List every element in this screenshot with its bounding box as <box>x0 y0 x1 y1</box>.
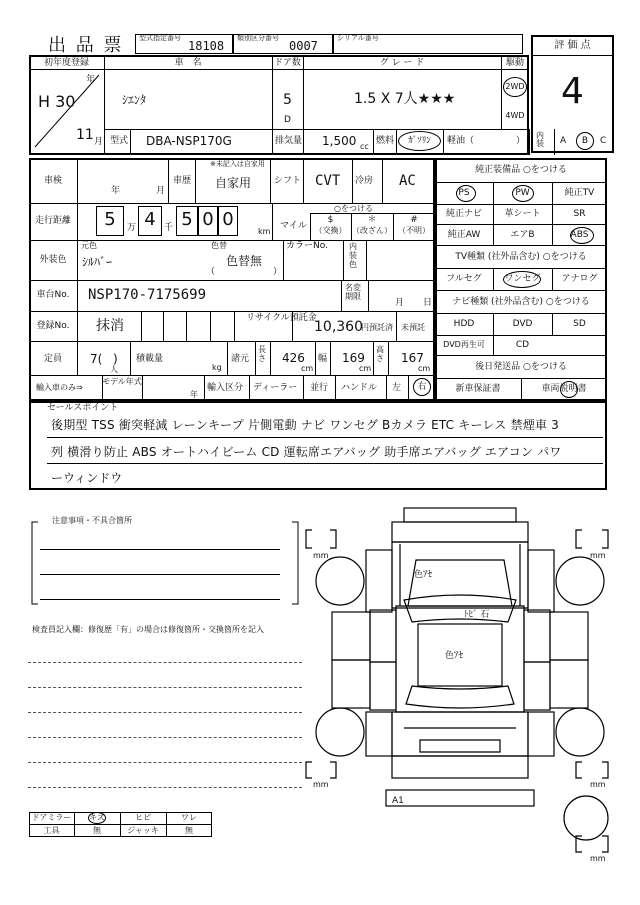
inspector-label: 検査員記入欄：修復歴「有」の場合は修復箇所・交換箇所を記入 <box>32 625 264 634</box>
load-unit: kg <box>212 363 222 372</box>
sales-point-label: セールスポイント <box>47 403 119 413</box>
model-year-label: モデル年式 <box>102 377 142 386</box>
registration-value: 抹消 <box>96 318 124 334</box>
equip-airbag: エアB <box>510 230 535 240</box>
mm-label-5: mm <box>590 854 606 863</box>
caution-bracket <box>30 512 300 612</box>
history-note: ※未記入は自家用 <box>210 160 265 168</box>
category-number-label: 類別区分番号 <box>237 34 279 42</box>
height-unit: cm <box>418 364 431 373</box>
history-value: 自家用 <box>215 176 252 190</box>
displacement-unit: cc <box>360 142 369 151</box>
length-unit: cm <box>301 364 314 373</box>
first-reg-year-unit: 年 <box>86 75 96 85</box>
equip-navi: 純正ナビ <box>445 209 482 219</box>
navi-sd: SD <box>573 319 586 329</box>
model-designation-value: 18108 <box>188 39 225 53</box>
dollar-mark: $ <box>327 215 334 225</box>
inspection-label: 車検 <box>43 176 62 186</box>
mileage-digit-1: 5 <box>104 209 116 230</box>
recycle-label: リサイクル預託金 <box>246 313 317 323</box>
color-label: 外装色 <box>39 255 67 265</box>
registration-label: 登録No. <box>36 321 70 331</box>
mirror-value: キズ <box>89 813 105 822</box>
equip-abs: ABS <box>570 230 589 240</box>
width-unit: cm <box>359 364 372 373</box>
interior-label: 内装 <box>536 131 544 149</box>
mileage-unit-sen: 千 <box>164 223 174 233</box>
mileage-digit-4: 0 <box>202 209 214 230</box>
change-color-value: 色替無 <box>226 254 263 268</box>
title-deadline-label: 名変期限 <box>345 283 361 302</box>
hash-mark: # <box>410 215 418 225</box>
change-paren-open: （ <box>206 267 216 277</box>
navi-cd: CD <box>515 340 530 350</box>
import-dealer: ディーラー <box>253 383 298 393</box>
dollar-note: （交換） <box>314 226 347 235</box>
ship-manual: 車両説明書 <box>541 384 587 394</box>
sales-point-line2: 列 横滑り防止 ABS オートハイビーム CD 運転席エアバッグ 助手席エアバッグ エアコン パワ <box>51 445 562 459</box>
mm-label-2: mm <box>590 551 606 560</box>
displacement-value: 1,500 <box>322 134 357 148</box>
change-color-label: 色替 <box>211 241 227 250</box>
mirror-label: ドアミラー <box>31 813 72 822</box>
navi-type-header: ナビ種類 (社外品含む) ○をつける <box>452 297 590 307</box>
sales-point-line3: ーウィンドウ <box>51 471 123 485</box>
model-label: 型式 <box>110 136 129 146</box>
car-name-value: ｼｴﾝﾀ <box>122 93 147 107</box>
title-deadline-month: 月 <box>395 298 405 308</box>
first-reg-era: H 30 <box>38 92 76 111</box>
interior-b: B <box>581 136 589 146</box>
tv-fullseg: フルセグ <box>446 274 482 284</box>
import-type-label: 輸入区分 <box>207 383 244 393</box>
mile-label: マイル <box>280 221 307 231</box>
capacity-person-unit: 人 <box>110 365 118 374</box>
color-no-label: カラーNo. <box>286 241 328 251</box>
mileage-unit-man: 万 <box>127 223 137 233</box>
height-label: 高さ <box>376 345 384 363</box>
recycle-unpaid: 未預託 <box>401 323 425 332</box>
chassis-label: 車台No. <box>36 290 70 300</box>
crack-label: ヒビ <box>135 813 151 822</box>
orig-color-label: 元色 <box>81 241 97 250</box>
recycle-value: 10,360 <box>314 319 363 335</box>
drive-label: 駆動 <box>505 58 524 68</box>
first-reg-label: 初年度登録 <box>43 58 89 68</box>
drive-4wd: 4WD <box>505 111 525 120</box>
grade-label: グ レ ー ド <box>379 58 425 68</box>
navi-hdd: HDD <box>453 319 475 329</box>
shift-label: シフト <box>274 176 302 186</box>
displacement-label: 排気量 <box>275 136 303 146</box>
mileage-digit-3: 5 <box>181 209 193 230</box>
mm-label-4: mm <box>590 780 606 789</box>
jack-label: ジャッキ <box>127 826 159 835</box>
mileage-circle-note: ○をつける <box>334 204 373 213</box>
recycle-unit: 円預託済 <box>361 323 393 332</box>
caution-label: 注意事項・不具合箇所 <box>52 516 132 525</box>
load-label: 積載量 <box>136 354 164 364</box>
ac-label: 冷房 <box>355 176 374 186</box>
break-label: ワレ <box>181 813 197 822</box>
chassis-value: NSP170-7175699 <box>88 287 207 303</box>
fuel-label: 燃料 <box>376 136 395 146</box>
equip-leather: 革シート <box>504 209 541 219</box>
width-value: 169 <box>342 351 365 365</box>
navi-dvd-play: DVD再生可 <box>443 340 485 349</box>
ship-later-header: 後日発送品 ○をつける <box>475 362 567 372</box>
tv-oneseg: ワンセグ <box>504 274 541 284</box>
mm-label-3: mm <box>313 780 329 789</box>
width-label: 幅 <box>318 354 328 364</box>
doors-label: ドア数 <box>274 58 301 68</box>
length-value: 426 <box>282 351 305 365</box>
star-mark: ＊ <box>367 215 377 225</box>
damage-mark-2: ﾄﾋﾞ 石 <box>464 610 490 620</box>
interior-color-label: 内装色 <box>349 242 357 269</box>
inspection-month-unit: 月 <box>156 186 166 196</box>
handle-left: 左 <box>392 383 402 393</box>
serial-label: シリアル番号 <box>337 34 379 42</box>
handle-label: ハンドル <box>341 383 378 393</box>
equip-ps: PS <box>458 188 470 198</box>
tv-analog: アナログ <box>561 274 598 284</box>
light-oil-close: ） <box>516 136 526 146</box>
mileage-unit-km: km <box>258 227 271 236</box>
mileage-digit-2: 4 <box>144 209 156 230</box>
tools-value: 無 <box>93 826 101 835</box>
dims-label: 諸元 <box>231 354 250 364</box>
drive-2wd: 2WD <box>505 82 525 91</box>
shift-value: CVT <box>315 173 341 189</box>
interior-c: C <box>600 136 607 146</box>
car-name-label: 車 名 <box>174 58 202 68</box>
damage-mark-4: A1 <box>392 796 404 806</box>
form-title: 出 品 票 <box>48 35 124 56</box>
sales-point-line1: 後期型 TSS 衝突軽減 レーンキープ 片側電動 ナビ ワンセグ Bカメラ ETC キーレス 禁煙車 3 <box>51 418 559 432</box>
first-reg-month: 11 <box>76 127 94 143</box>
orig-color-value: ｼﾙﾊﾞｰ <box>82 255 113 269</box>
capacity-value-close: ) <box>113 352 118 366</box>
capacity-value: 7( <box>90 352 103 366</box>
inspection-year-unit: 年 <box>111 186 121 196</box>
evaluation-label: 評 価 点 <box>554 40 591 51</box>
mileage-label: 走行距離 <box>34 216 71 226</box>
doors-value: 5 <box>283 92 292 108</box>
length-label: 長さ <box>258 345 266 363</box>
handle-right: 右 <box>417 382 427 392</box>
change-paren-close: ） <box>273 267 283 277</box>
equip-sr: SR <box>573 209 586 219</box>
equip-tv: 純正TV <box>564 188 595 198</box>
model-value: DBA-NSP170G <box>146 134 232 148</box>
mm-label-1: mm <box>313 551 329 560</box>
category-number-value: 0007 <box>289 39 318 53</box>
mileage-digit-5: 0 <box>222 209 234 230</box>
model-year-unit: 年 <box>190 390 198 399</box>
jack-value: 無 <box>185 826 193 835</box>
hash-note: （不明） <box>398 226 430 235</box>
damage-mark-3: 色ｱｾ <box>445 651 464 661</box>
damage-mark-1: 色ｱｾ <box>414 570 433 580</box>
title-deadline-day: 日 <box>423 298 433 308</box>
door-code: D <box>284 115 291 125</box>
tv-type-header: TV種類 (社外品含む) ○をつける <box>455 252 587 262</box>
navi-dvd: DVD <box>512 319 533 329</box>
import-parallel: 並行 <box>310 383 329 393</box>
equip-pw: PW <box>515 188 530 198</box>
ship-warranty: 新車保証書 <box>455 384 501 394</box>
height-value: 167 <box>401 351 424 365</box>
tools-label: 工具 <box>43 826 60 835</box>
ac-value: AC <box>399 173 416 189</box>
first-reg-month-unit: 月 <box>94 137 104 147</box>
light-oil-label: 軽油（ <box>447 136 475 146</box>
model-designation-label: 型式指定番号 <box>139 34 181 42</box>
car-damage-diagram <box>300 500 620 900</box>
import-label: 輸入車のみ⇒ <box>36 383 83 392</box>
std-equipment-header: 純正装備品 ○をつける <box>475 165 567 175</box>
fuel-value: ｶﾞｿﾘﾝ <box>408 136 431 146</box>
history-label: 車歴 <box>173 176 192 186</box>
equip-aw: 純正AW <box>447 230 481 240</box>
capacity-label: 定員 <box>43 354 62 364</box>
evaluation-score: 4 <box>561 71 584 112</box>
interior-a: A <box>560 136 567 146</box>
grade-value: 1.5 X 7人★★★ <box>354 91 456 107</box>
star-note: （改ざん） <box>352 226 392 235</box>
